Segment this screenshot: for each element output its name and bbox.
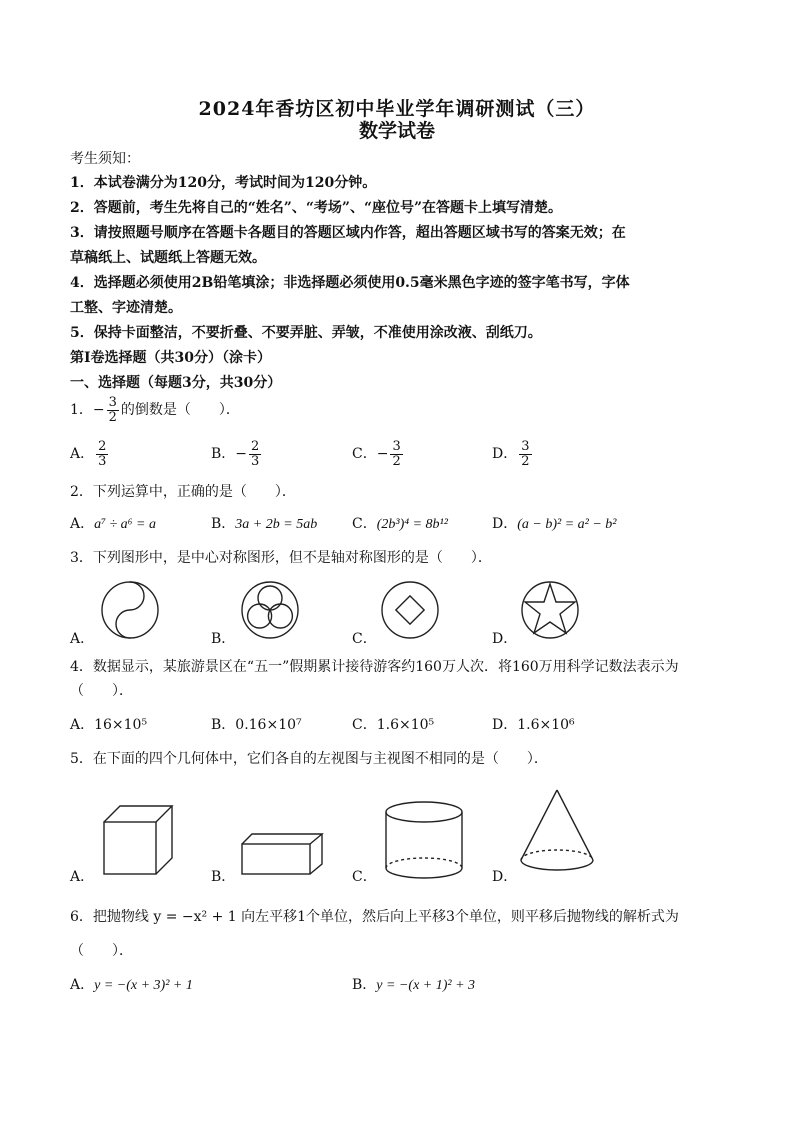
trefoil-figure — [240, 580, 300, 640]
question-4-option-c[interactable]: C．1.6×10⁵ — [352, 717, 435, 733]
question-2-option-b[interactable]: B．3a + 2b = 5ab — [211, 516, 318, 532]
notice-heading: 考生须知： — [70, 151, 140, 167]
cylinder-figure — [382, 800, 466, 882]
notice-item-1: 1．本试卷满分为120分，考试时间为120分钟。 — [70, 175, 377, 191]
question-5-option-b[interactable]: B． — [211, 869, 236, 885]
notice-item-3-cont: 草稿纸上、试题纸上答题无效。 — [70, 250, 266, 266]
cone-figure — [515, 786, 599, 882]
exam-subtitle: 数学试卷 — [358, 120, 435, 142]
question-3-stem: 3．下列图形中，是中心对称图形，但不是轴对称图形的是（ ）． — [70, 550, 492, 566]
question-2-option-d[interactable]: D．(a − b)² = a² − b² — [492, 516, 617, 532]
question-4-option-d[interactable]: D．1.6×10⁶ — [492, 717, 575, 733]
section-heading: 一、选择题（每题3分，共30分） — [70, 375, 282, 391]
question-6-option-a[interactable]: A．y = −(x + 3)² + 1 — [70, 977, 193, 993]
question-6-stem: 6．把抛物线 y = −x² + 1 向左平移1个单位，然后向上平移3个单位，则平移后抛物线的解析式为 — [70, 909, 679, 925]
question-3-option-c[interactable]: C． — [352, 631, 377, 647]
star-figure — [520, 580, 580, 640]
question-5-option-d[interactable]: D． — [492, 869, 518, 885]
question-4-stem: 4．数据显示，某旅游景区在“五一”假期累计接待游客约160万人次．将160万用科学记数法表示为 — [70, 659, 679, 675]
question-4-stem-cont: （ ）． — [70, 683, 133, 699]
question-6-stem-cont: （ ）． — [70, 943, 133, 959]
question-1-stem: 1．− $\frac{3}{2}$ 的倒数是（ ）． — [70, 395, 240, 425]
question-3-option-b[interactable]: B． — [211, 631, 236, 647]
question-4-option-a[interactable]: A．16×10⁵ — [70, 717, 148, 733]
coin-square-figure — [380, 580, 440, 640]
yin-yang-figure — [100, 580, 160, 640]
question-3-option-d[interactable]: D． — [492, 631, 518, 647]
notice-item-5: 5．保持卡面整洁，不要折叠、不要弄脏、弄皱，不准使用涂改液、刮纸刀。 — [70, 325, 542, 341]
notice-item-4: 4．选择题必须使用2B铅笔填涂；非选择题必须使用0.5毫米黑色字迹的签字笔书写，字体 — [70, 275, 630, 291]
notice-item-2: 2．答题前，考生先将自己的“姓名”、“考场”、“座位号”在答题卡上填写清楚。 — [70, 200, 563, 216]
question-1-option-a[interactable]: A． $\frac{2}{3}$ — [70, 439, 107, 469]
notice-item-4-cont: 工整、字迹清楚。 — [70, 300, 182, 316]
exam-title: 2024年香坊区初中毕业学年调研测试（三） — [198, 98, 596, 120]
question-1-option-d[interactable]: D． $\frac{3}{2}$ — [492, 439, 530, 469]
question-5-option-c[interactable]: C． — [352, 869, 377, 885]
notice-item-3: 3．请按照题号顺序在答题卡各题目的答题区域内作答，超出答题区域书写的答案无效；在 — [70, 225, 626, 241]
question-5-option-a[interactable]: A． — [70, 869, 95, 885]
cuboid-figure — [238, 830, 328, 880]
question-6-option-b[interactable]: B．y = −(x + 1)² + 3 — [352, 977, 476, 993]
question-2-stem: 2．下列运算中，正确的是（ ）． — [70, 484, 296, 500]
question-2-option-c[interactable]: C．(2b³)⁴ = 8b¹² — [352, 516, 448, 532]
part-heading: 第Ⅰ卷选择题（共30分）（涂卡） — [70, 350, 272, 366]
question-2-option-a[interactable]: A．a⁷ ÷ a⁶ = a — [70, 516, 156, 532]
question-1-option-b[interactable]: B．− $\frac{2}{3}$ — [211, 439, 260, 469]
question-3-option-a[interactable]: A． — [70, 631, 95, 647]
question-1-option-c[interactable]: C．− $\frac{3}{2}$ — [352, 439, 401, 469]
question-4-option-b[interactable]: B．0.16×10⁷ — [211, 717, 302, 733]
cube-figure — [98, 800, 178, 880]
question-5-stem: 5．在下面的四个几何体中，它们各自的左视图与主视图不相同的是（ ）． — [70, 751, 548, 767]
